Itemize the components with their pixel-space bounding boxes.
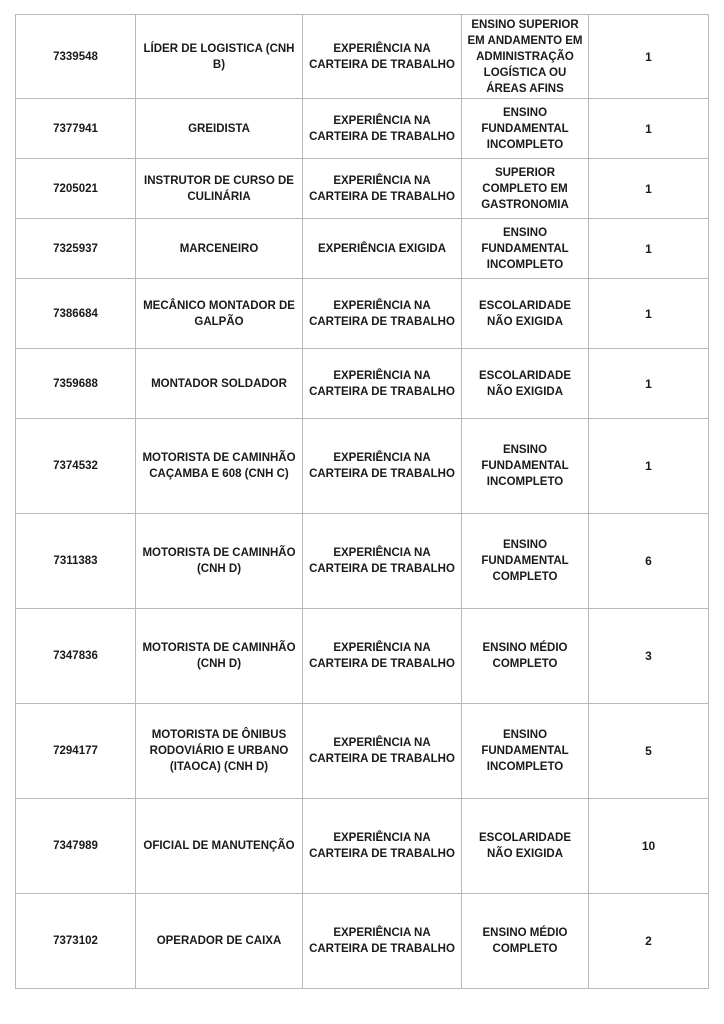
education-requirement: ENSINO MÉDIO COMPLETO — [462, 894, 589, 989]
vacancy-count: 1 — [589, 99, 709, 159]
table-row — [16, 514, 709, 609]
vacancy-count: 5 — [589, 704, 709, 799]
vacancy-count: 1 — [589, 419, 709, 514]
table-row — [16, 279, 709, 349]
vacancy-code: 7294177 — [16, 704, 136, 799]
vacancy-count: 1 — [589, 15, 709, 99]
vacancy-code: 7347989 — [16, 799, 136, 894]
job-title: MECÂNICO MONTADOR DE GALPÃO — [136, 279, 303, 349]
table-row — [16, 219, 709, 279]
education-requirement: ESCOLARIDADE NÃO EXIGIDA — [462, 279, 589, 349]
experience-requirement: EXPERIÊNCIA NA CARTEIRA DE TRABALHO — [303, 799, 462, 894]
job-title: OFICIAL DE MANUTENÇÃO — [136, 799, 303, 894]
education-requirement: ENSINO FUNDAMENTAL INCOMPLETO — [462, 219, 589, 279]
experience-requirement: EXPERIÊNCIA NA CARTEIRA DE TRABALHO — [303, 349, 462, 419]
vacancy-count: 3 — [589, 609, 709, 704]
vacancy-count: 10 — [589, 799, 709, 894]
table-row — [16, 419, 709, 514]
vacancy-code: 7339548 — [16, 15, 136, 99]
education-requirement: ESCOLARIDADE NÃO EXIGIDA — [462, 349, 589, 419]
table-row — [16, 894, 709, 989]
education-requirement: ENSINO FUNDAMENTAL INCOMPLETO — [462, 419, 589, 514]
education-requirement: SUPERIOR COMPLETO EM GASTRONOMIA — [462, 159, 589, 219]
table-row — [16, 99, 709, 159]
job-title: OPERADOR DE CAIXA — [136, 894, 303, 989]
table-row — [16, 349, 709, 419]
education-requirement: ENSINO FUNDAMENTAL INCOMPLETO — [462, 99, 589, 159]
job-title: INSTRUTOR DE CURSO DE CULINÁRIA — [136, 159, 303, 219]
vacancy-count: 6 — [589, 514, 709, 609]
education-requirement: ENSINO FUNDAMENTAL COMPLETO — [462, 514, 589, 609]
experience-requirement: EXPERIÊNCIA NA CARTEIRA DE TRABALHO — [303, 609, 462, 704]
table-row — [16, 15, 709, 99]
job-title: MARCENEIRO — [136, 219, 303, 279]
experience-requirement: EXPERIÊNCIA NA CARTEIRA DE TRABALHO — [303, 99, 462, 159]
vacancy-code: 7311383 — [16, 514, 136, 609]
table-row — [16, 159, 709, 219]
education-requirement: ESCOLARIDADE NÃO EXIGIDA — [462, 799, 589, 894]
vacancy-code: 7374532 — [16, 419, 136, 514]
job-title: LÍDER DE LOGISTICA (CNH B) — [136, 15, 303, 99]
vacancy-count: 1 — [589, 279, 709, 349]
experience-requirement: EXPERIÊNCIA NA CARTEIRA DE TRABALHO — [303, 894, 462, 989]
vacancy-count: 1 — [589, 349, 709, 419]
vacancy-code: 7377941 — [16, 99, 136, 159]
vacancy-count: 2 — [589, 894, 709, 989]
vacancy-count: 1 — [589, 219, 709, 279]
experience-requirement: EXPERIÊNCIA NA CARTEIRA DE TRABALHO — [303, 15, 462, 99]
experience-requirement: EXPERIÊNCIA NA CARTEIRA DE TRABALHO — [303, 419, 462, 514]
job-title: MOTORISTA DE CAMINHÃO (CNH D) — [136, 609, 303, 704]
education-requirement: ENSINO FUNDAMENTAL INCOMPLETO — [462, 704, 589, 799]
job-title: MOTORISTA DE CAMINHÃO CAÇAMBA E 608 (CNH C) — [136, 419, 303, 514]
vacancy-code: 7373102 — [16, 894, 136, 989]
job-vacancies-table — [15, 14, 709, 989]
vacancy-code: 7359688 — [16, 349, 136, 419]
job-title: MOTORISTA DE ÔNIBUS RODOVIÁRIO E URBANO (ITAOCA) (CNH D) — [136, 704, 303, 799]
vacancy-code: 7205021 — [16, 159, 136, 219]
job-title: MOTORISTA DE CAMINHÃO (CNH D) — [136, 514, 303, 609]
vacancy-code: 7347836 — [16, 609, 136, 704]
education-requirement: ENSINO MÉDIO COMPLETO — [462, 609, 589, 704]
vacancy-code: 7325937 — [16, 219, 136, 279]
experience-requirement: EXPERIÊNCIA NA CARTEIRA DE TRABALHO — [303, 704, 462, 799]
job-title: MONTADOR SOLDADOR — [136, 349, 303, 419]
vacancy-count: 1 — [589, 159, 709, 219]
vacancy-code: 7386684 — [16, 279, 136, 349]
job-title: GREIDISTA — [136, 99, 303, 159]
experience-requirement: EXPERIÊNCIA EXIGIDA — [303, 219, 462, 279]
experience-requirement: EXPERIÊNCIA NA CARTEIRA DE TRABALHO — [303, 279, 462, 349]
experience-requirement: EXPERIÊNCIA NA CARTEIRA DE TRABALHO — [303, 514, 462, 609]
table-row — [16, 799, 709, 894]
table-row — [16, 704, 709, 799]
table-row — [16, 609, 709, 704]
education-requirement: ENSINO SUPERIOR EM ANDAMENTO EM ADMINISTRAÇÃO LOGÍSTICA OU ÁREAS AFINS — [462, 15, 589, 99]
experience-requirement: EXPERIÊNCIA NA CARTEIRA DE TRABALHO — [303, 159, 462, 219]
